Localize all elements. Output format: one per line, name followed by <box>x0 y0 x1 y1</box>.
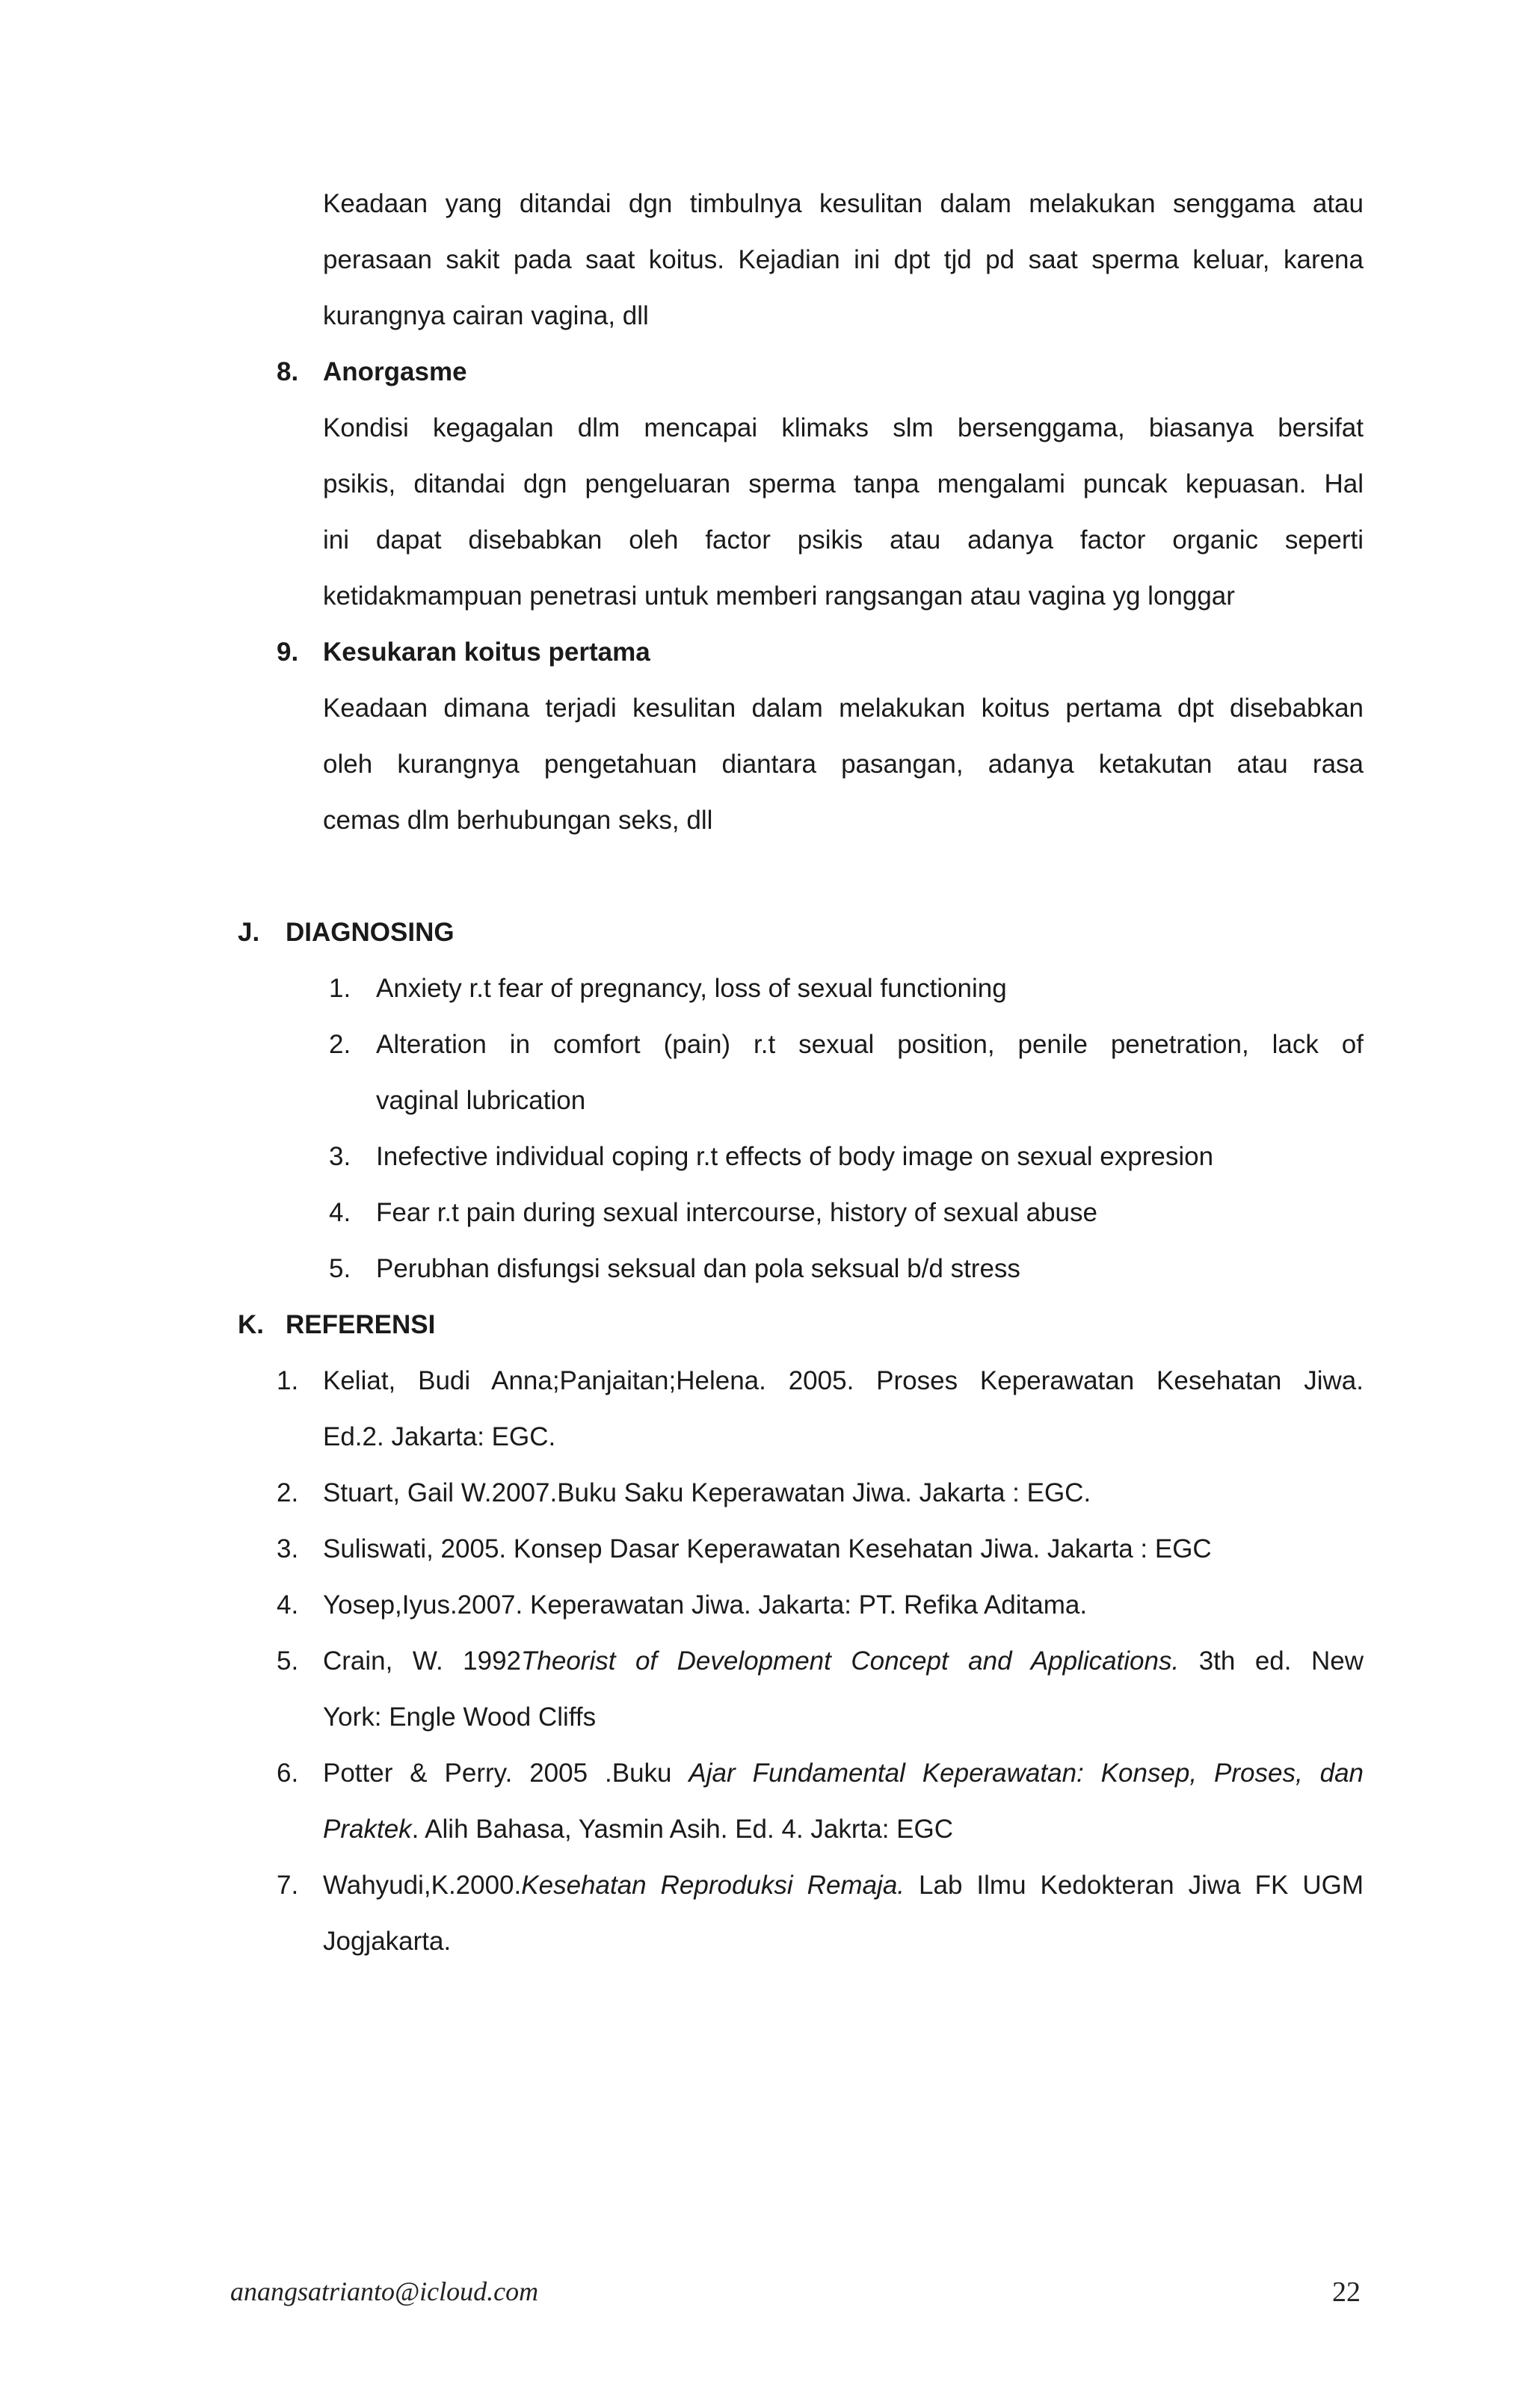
list-number: 2. <box>277 1478 299 1507</box>
list-number: 5. <box>329 1254 351 1283</box>
reference-line: Ed.2. Jakarta: EGC. <box>323 1422 556 1451</box>
reference-line: Jogjakarta. <box>323 1927 452 1956</box>
item-heading: Kesukaran koitus pertama <box>323 637 650 667</box>
list-number: 7. <box>277 1871 299 1900</box>
reference-line <box>323 1869 1364 1902</box>
list-item: vaginal lubrication <box>376 1086 586 1115</box>
paragraph-line: Kondisi kegagalan dlm mencapai klimaks slm bersenggama, biasanya bersifat <box>323 413 1364 442</box>
section-heading: REFERENSI <box>286 1310 436 1339</box>
list-number: 2. <box>329 1030 351 1059</box>
reference-text: Wahyudi,K.2000. <box>323 1871 522 1900</box>
paragraph-line: ini dapat disebabkan oleh factor psikis atau adanya factor organic seperti <box>323 525 1364 555</box>
reference-line: York: Engle Wood Cliffs <box>323 1702 597 1732</box>
paragraph-line: ketidakmampuan penetrasi untuk memberi rangsangan atau vagina yg longgar <box>323 581 1235 611</box>
reference-title: Praktek <box>323 1815 412 1844</box>
paragraph-line: cemas dlm berhubungan seks, dll <box>323 806 713 835</box>
reference-text: Potter & Perry. 2005 .Buku <box>323 1759 689 1788</box>
list-item: Perubhan disfungsi seksual dan pola seksual b/d stress <box>376 1254 1020 1283</box>
paragraph-line: Keadaan yang ditandai dgn timbulnya kesulitan dalam melakukan senggama atau <box>323 189 1364 218</box>
page-number: 22 <box>1332 2276 1361 2308</box>
section-heading: DIAGNOSING <box>286 918 455 947</box>
reference-text: Crain, W. 1992 <box>323 1646 522 1676</box>
paragraph-line: oleh kurangnya pengetahuan diantara pasangan, adanya ketakutan atau rasa <box>323 750 1364 779</box>
list-number: 1. <box>329 974 351 1003</box>
list-item: Fear r.t pain during sexual intercourse, history of sexual abuse <box>376 1198 1097 1227</box>
list-number: 4. <box>329 1198 351 1227</box>
reference-line <box>323 1645 1364 1678</box>
paragraph-line: Keadaan dimana terjadi kesulitan dalam melakukan koitus pertama dpt disebabkan <box>323 694 1364 723</box>
list-number: 8. <box>277 357 299 386</box>
reference-title: Kesehatan Reproduksi Remaja. <box>521 1871 905 1900</box>
list-item: Inefective individual coping r.t effects of body image on sexual expresion <box>376 1142 1214 1171</box>
item-heading: Anorgasme <box>323 357 467 386</box>
reference-text: . Alih Bahasa, Yasmin Asih. Ed. 4. Jakrta: EGC <box>411 1815 953 1844</box>
reference-line <box>323 1813 953 1846</box>
section-letter: J. <box>238 918 260 947</box>
reference-line: Keliat, Budi Anna;Panjaitan;Helena. 2005. Proses Keperawatan Kesehatan Jiwa. <box>323 1366 1364 1395</box>
list-number: 6. <box>277 1759 299 1788</box>
reference-line: Yosep,Iyus.2007. Keperawatan Jiwa. Jakarta: PT. Refika Aditama. <box>323 1590 1088 1620</box>
list-item: Alteration in comfort (pain) r.t sexual position, penile penetration, lack of <box>376 1030 1364 1059</box>
section-letter: K. <box>238 1310 264 1339</box>
paragraph-line: perasaan sakit pada saat koitus. Kejadian ini dpt tjd pd saat sperma keluar, karena <box>323 245 1364 274</box>
list-number: 1. <box>277 1366 299 1395</box>
reference-line: Stuart, Gail W.2007.Buku Saku Keperawatan Jiwa. Jakarta : EGC. <box>323 1478 1091 1507</box>
reference-title: Theorist of Development Concept and Applications. <box>521 1646 1180 1676</box>
reference-text: 3th ed. New <box>1179 1646 1364 1676</box>
reference-text: Lab Ilmu Kedokteran Jiwa FK UGM <box>905 1871 1364 1900</box>
list-item: Anxiety r.t fear of pregnancy, loss of sexual functioning <box>376 974 1007 1003</box>
reference-title: Ajar Fundamental Keperawatan: Konsep, Proses, dan <box>689 1759 1364 1788</box>
paragraph-line: psikis, ditandai dgn pengeluaran sperma tanpa mengalami puncak kepuasan. Hal <box>323 469 1364 498</box>
list-number: 3. <box>329 1142 351 1171</box>
list-number: 4. <box>277 1590 299 1620</box>
reference-line <box>323 1757 1364 1790</box>
list-number: 5. <box>277 1646 299 1676</box>
list-number: 3. <box>277 1534 299 1563</box>
list-number: 9. <box>277 637 299 667</box>
footer-email: anangsatrianto@icloud.com <box>230 2276 539 2306</box>
reference-line: Suliswati, 2005. Konsep Dasar Keperawatan Kesehatan Jiwa. Jakarta : EGC <box>323 1534 1212 1563</box>
paragraph-line: kurangnya cairan vagina, dll <box>323 301 649 330</box>
